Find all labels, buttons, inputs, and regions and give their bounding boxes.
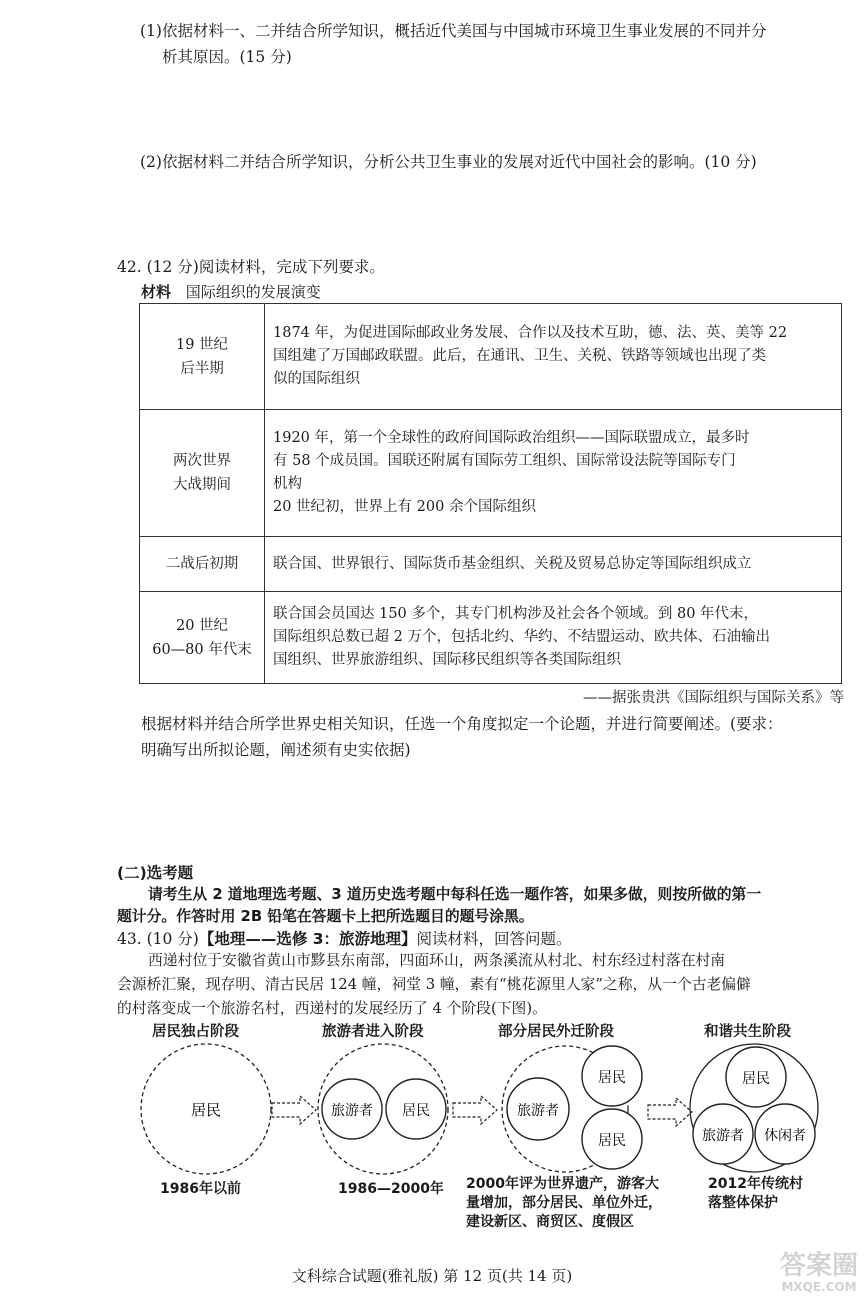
stage-caption-2: 1986—2000年 xyxy=(338,1181,444,1197)
material-title: 国际组织的发展演变 xyxy=(185,283,321,301)
material-label: 材料 xyxy=(141,283,172,301)
elective-instruction-line2: 题计分。作答时用 2B 铅笔在答题卡上把所选题目的题号涂黑。 xyxy=(117,908,534,925)
content-cell: 联合国会员国达 150 多个，其专门机构涉及社会各个领域。到 80 年代末， 国际组织总数已超 2 万个，包括北约、华约、不结盟运动、欧共体、石油输出 国组织、世界旅游组织、国际移民组织等各类国际组织 xyxy=(265,592,842,684)
elective-instruction-line1: 请考生从 2 道地理选考题、3 道历史选考题中每科任选一题作答，如果多做，则按所做的第一 xyxy=(148,886,762,903)
stage-title-4: 和谐共生阶段 xyxy=(704,1024,791,1040)
content-cell: 1920 年，第一个全球性的政府间国际政治组织——国际联盟成立，最多时 有 58 个成员国。国联还附属有国际劳工组织、国际常设法院等国际专门 机构 20 世纪初，世界上有 200 余个国际组织 xyxy=(265,410,842,537)
stage2-tourist-label: 旅游者 xyxy=(331,1103,373,1119)
stage-caption-4: 2012年传统村 落整体保护 xyxy=(708,1176,803,1211)
q43-para-line1: 西递村位于安徽省黄山市黟县东南部，四面环山，两条溪流从村北、村东经过村落在村南 xyxy=(148,952,726,969)
page-footer: 文科综合试题(雅礼版) 第 12 页(共 14 页) xyxy=(291,1267,573,1285)
arrow-icon xyxy=(453,1096,497,1124)
stage-caption-1: 1986年以前 xyxy=(160,1181,241,1197)
q43-para-line2: 会源桥汇聚，现存明、清古民居 124 幢，祠堂 3 幢，素有“桃花源里人家”之称，从一个古老偏僻 xyxy=(117,976,751,993)
table-row xyxy=(140,592,842,684)
q42-header: 42. (12 分)阅读材料，完成下列要求。 xyxy=(117,258,385,276)
material-table xyxy=(139,303,842,684)
stage3-resident-label-bottom: 居民 xyxy=(598,1133,626,1149)
period-cell: 二战后初期 xyxy=(140,537,265,592)
stage3-tourist-label: 旅游者 xyxy=(517,1103,559,1119)
q43-module-title: 【地理——选修 3：旅游地理】 xyxy=(198,930,417,948)
table-row xyxy=(140,537,842,592)
arrow-icon xyxy=(648,1098,692,1126)
q42-task-line2: 明确写出所拟论题，阐述须有史实依据) xyxy=(141,741,411,759)
period-cell: 两次世界 大战期间 xyxy=(140,410,265,537)
stage-diagram xyxy=(0,1035,864,1185)
content-cell: 1874 年，为促进国际邮政业务发展、合作以及技术互助，德、法、英、美等 22 国组建了万国邮政联盟。此后，在通讯、卫生、关税、铁路等领域也出现了类 似的国际组织 xyxy=(265,304,842,410)
stage-title-2: 旅游者进入阶段 xyxy=(322,1024,424,1040)
stage-title-1: 居民独占阶段 xyxy=(152,1024,239,1040)
table-row xyxy=(140,304,842,410)
q41-part2: (2)依据材料二并结合所学知识，分析公共卫生事业的发展对近代中国社会的影响。(10 分) xyxy=(140,153,757,171)
stage-title-3: 部分居民外迁阶段 xyxy=(498,1024,614,1040)
stage1-resident-label: 居民 xyxy=(190,1101,222,1119)
stage2-resident-label: 居民 xyxy=(402,1103,430,1119)
arrow-icon xyxy=(272,1096,316,1124)
stage4-leisure-label: 休闲者 xyxy=(764,1128,806,1144)
q41-part1-line1: (1)依据材料一、二并结合所学知识，概括近代美国与中国城市环境卫生事业发展的不同并分 xyxy=(140,22,767,40)
q42-task-line1: 根据材料并结合所学世界史相关知识，任选一个角度拟定一个论题，并进行简要阐述。(要求： xyxy=(141,715,783,733)
period-cell: 20 世纪 60—80 年代末 xyxy=(140,592,265,684)
q43-para-line3: 的村落变成一个旅游名村，西递村的发展经历了 4 个阶段(下图)。 xyxy=(117,1000,547,1017)
material-caption xyxy=(141,279,321,305)
q43-header: 43. (10 分)【地理——选修 3：旅游地理】阅读材料，回答问题。 xyxy=(117,930,572,948)
elective-heading: (二)选考题 xyxy=(117,864,194,882)
table-row xyxy=(140,410,842,537)
stage4-tourist-label: 旅游者 xyxy=(702,1128,744,1144)
q41-part1-line2: 析其原因。(15 分) xyxy=(162,48,292,66)
content-cell: 联合国、世界银行、国际货币基金组织、关税及贸易总协定等国际组织成立 xyxy=(265,537,842,592)
watermark-logo: 答案圈 MXQE.COM xyxy=(779,1251,858,1294)
stage-caption-3: 2000年评为世界遗产，游客大 量增加，部分居民、单位外迁， 建设新区、商贸区、度假区 xyxy=(466,1176,662,1230)
period-cell: 19 世纪 后半期 xyxy=(140,304,265,410)
stage4-resident-label: 居民 xyxy=(742,1071,770,1087)
material-source: ——据张贵洪《国际组织与国际关系》等 xyxy=(583,690,844,706)
stage3-resident-label-top: 居民 xyxy=(598,1070,626,1086)
